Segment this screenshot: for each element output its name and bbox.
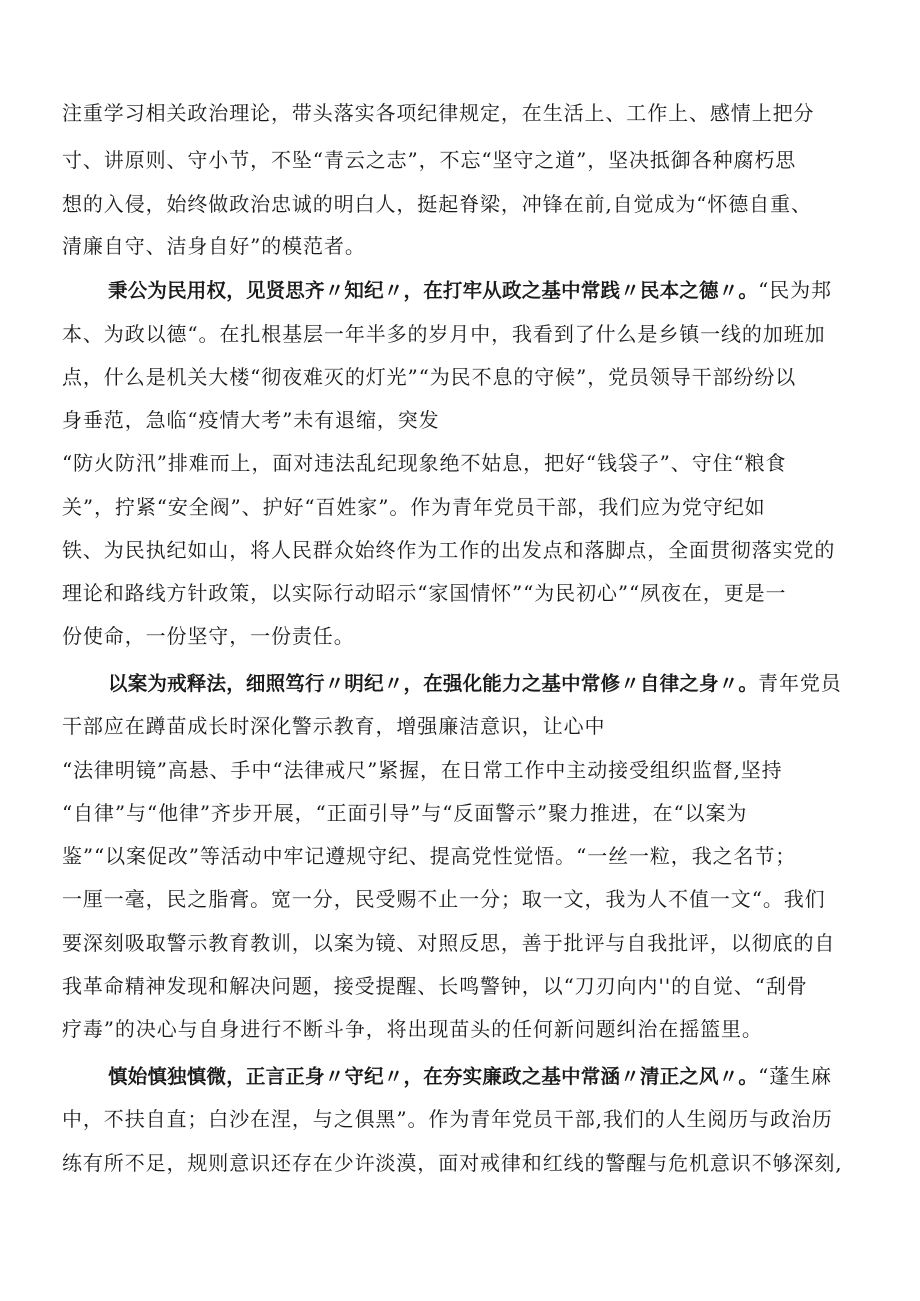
section-heading: 慎始慎独慎微，正言正身〃守纪〃，在夯实廉政之基中常涵〃清正之风〃。 <box>108 1065 759 1088</box>
text-line: 铁、为民执纪如山，将人民群众始终作为工作的出发点和落脚点，全面贯彻落实党的 <box>62 538 836 562</box>
text-line: 身垂范，急临“疫情大考”未有退缩，突发 <box>62 408 440 432</box>
paragraph-heading-line <box>108 1054 872 1098</box>
text-line: 中，不扶自直；白沙在涅，与之俱黑”。作为青年党员干部,我们的人生阅历与政治历 <box>62 1107 833 1131</box>
text-line: “自律”与“他律”齐步开展，“正面引导”与“反面警示”聚力推进，在“以案为 <box>62 801 748 825</box>
text-line: 鉴”“以案促改”等活动中牢记遵规守纪、提高党性觉悟。“一丝一粒，我之名节； <box>62 844 797 868</box>
text-line: 要深刻吸取警示教育教训，以案为镜、对照反思，善于批评与自我批评，以彻底的自 <box>62 931 836 955</box>
text-line: 注重学习相关政治理论，带头落实各项纪律规定，在生活上、工作上、感情上把分 <box>62 101 815 125</box>
text-run: 青年党员 <box>758 671 842 695</box>
text-line: 疗毒”的决心与自身进行不断斗争，将出现苗头的任何新问题纠治在摇篮里。 <box>62 1017 763 1041</box>
section-heading: 秉公为民用权，见贤思齐〃知纪〃，在打牢从政之基中常践〃民本之德〃。 <box>108 279 759 302</box>
text-line: 练有所不足，规则意识还存在少许淡漠，面对戒律和红线的警醒与危机意识不够深刻, <box>62 1151 843 1175</box>
paragraph-heading-line <box>108 661 872 705</box>
text-line: 份使命，一份坚守，一份责任。 <box>62 624 355 648</box>
text-line: 想的入侵，始终做政治忠诚的明白人，挺起脊梁，冲锋在前,自觉成为“怀德自重、 <box>62 192 812 216</box>
text-line: “防火防汛”排难而上，面对违法乱纪现象绝不姑息，把好“钱袋子”、守住“粮食 <box>62 451 787 475</box>
text-line: 清廉自守、洁身自好”的模范者。 <box>62 234 366 258</box>
text-line: 寸、讲原则、守小节，不坠“青云之志”，不忘“坚守之道”，坚决抵御各种腐朽思 <box>62 148 797 172</box>
text-line: 理论和路线方针政策，以实际行动昭示“家国情怀”“为民初心”“夙夜在，更是一 <box>62 581 787 605</box>
text-run: “蓬生麻 <box>758 1064 832 1088</box>
text-line: 我革命精神发现和解决问题，接受提醒、长鸣警钟，以“刀刃向内''的自觉、“刮骨 <box>62 974 808 998</box>
text-line: 点，什么是机关大楼“彻夜难灭的灯光”“为民不息的守候”，党员领导干部纷纷以 <box>62 365 797 389</box>
text-line: 本、为政以德“。在扎根基层一年半多的岁月中，我看到了什么是乡镇一线的加班加 <box>62 322 826 346</box>
text-line: 关”，拧紧“安全阀”、护好“百姓家”。作为青年党员干部，我们应为党守纪如 <box>62 495 766 519</box>
text-run: “民为邦 <box>758 278 832 302</box>
text-line: “法律明镜”高悬、手中“法律戒尺”紧握，在日常工作中主动接受组织监督,坚持 <box>62 758 783 782</box>
text-line: 干部应在蹲苗成长时深化警示教育，增强廉洁意识，让心中 <box>62 714 606 738</box>
section-heading: 以案为戒释法，细照笃行〃明纪〃，在强化能力之基中常修〃自律之身〃。 <box>108 672 759 695</box>
text-line: 一厘一毫，民之脂膏。宽一分，民受赐不止一分；取一文，我为人不值一文“。我们 <box>62 887 826 911</box>
paragraph-heading-line <box>108 268 872 312</box>
